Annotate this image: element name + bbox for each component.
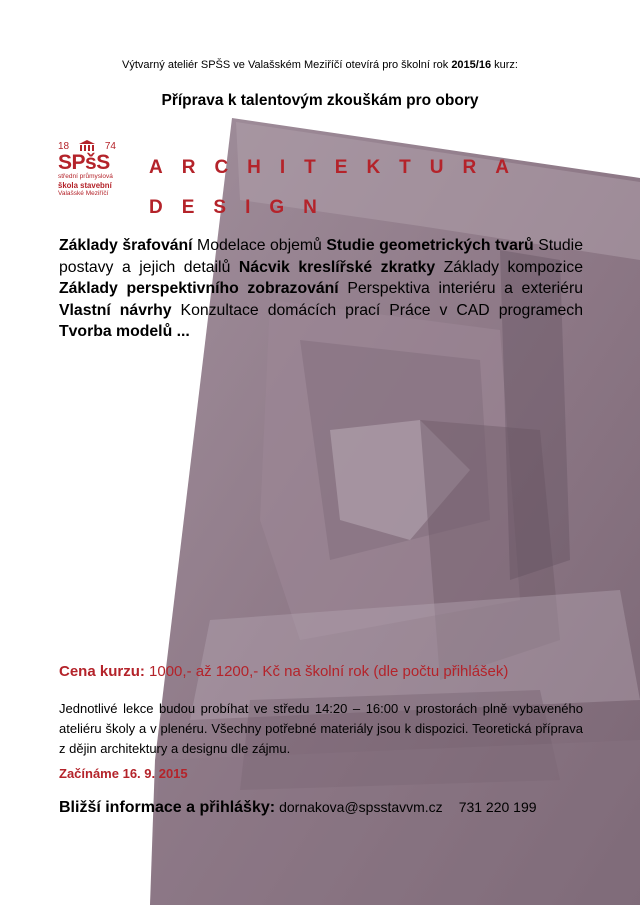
subject-item: Vlastní návrhy xyxy=(59,301,172,319)
logo-year-left: 18 xyxy=(58,140,70,152)
school-year: 2015/16 xyxy=(451,59,492,71)
subject-item: Modelace objemů xyxy=(192,237,327,254)
contact-label: Bližší informace a přihlášky: xyxy=(59,799,276,816)
contact-phone: 731 220 199 xyxy=(458,799,537,815)
contact-line xyxy=(59,799,537,817)
subject-item: Tvorba modelů ... xyxy=(59,323,190,340)
logo-line1: střední průmyslová xyxy=(58,173,113,180)
start-date: Začínáme 16. 9. 2015 xyxy=(59,766,188,781)
subject-item: Studie geometrických tvarů xyxy=(326,237,534,254)
intro-suffix: kurz: xyxy=(491,59,518,71)
field-design: DESIGN xyxy=(149,197,336,218)
logo-year-right: 74 xyxy=(104,140,116,152)
price-label: Cena kurzu: xyxy=(59,663,145,680)
price-value: 1000,- až 1200,- Kč na školní rok (dle počtu přihlášek) xyxy=(144,663,509,680)
subject-item: Konzultace domácích prací Práce v CAD programech xyxy=(171,301,583,319)
intro-text: Výtvarný ateliér SPŠS ve Valašském Meziříčí otevírá pro školní rok xyxy=(122,59,452,71)
school-logo xyxy=(58,140,116,197)
subject-item: Základy perspektivního zobrazování xyxy=(59,280,339,297)
logo-mark: SPšS xyxy=(58,151,110,174)
subject-item: Perspektiva interiéru a exteriéru xyxy=(338,280,583,297)
field-architecture: ARCHITEKTURA xyxy=(149,157,528,178)
subject-item: Základy kompozice xyxy=(435,258,583,276)
subjects-list xyxy=(59,235,583,343)
price-line xyxy=(59,663,508,680)
contact-email[interactable]: dornakova@spsstavvm.cz xyxy=(279,799,443,815)
subject-item: Základy šrafování xyxy=(59,237,193,254)
logo-line3: Valašské Meziříčí xyxy=(58,189,109,197)
logo-line2: škola stavební xyxy=(58,180,112,190)
page-subtitle: Příprava k talentovým zkouškám pro obory xyxy=(161,92,479,109)
subject-item: Studie postavy a jejich detailů xyxy=(59,237,583,276)
course-description: Jednotlivé lekce budou probíhat ve středu 14:20 – 16:00 v prostorách plně vybaveného ateliéru školy a v plenéru. Všechny potřebné materiály jsou k dispozici. Teoretická příprava z dějin architektury a designu dle zájmu. xyxy=(59,701,583,756)
intro-line xyxy=(0,59,640,71)
subject-item: Nácvik kreslířské zkratky xyxy=(238,258,436,276)
